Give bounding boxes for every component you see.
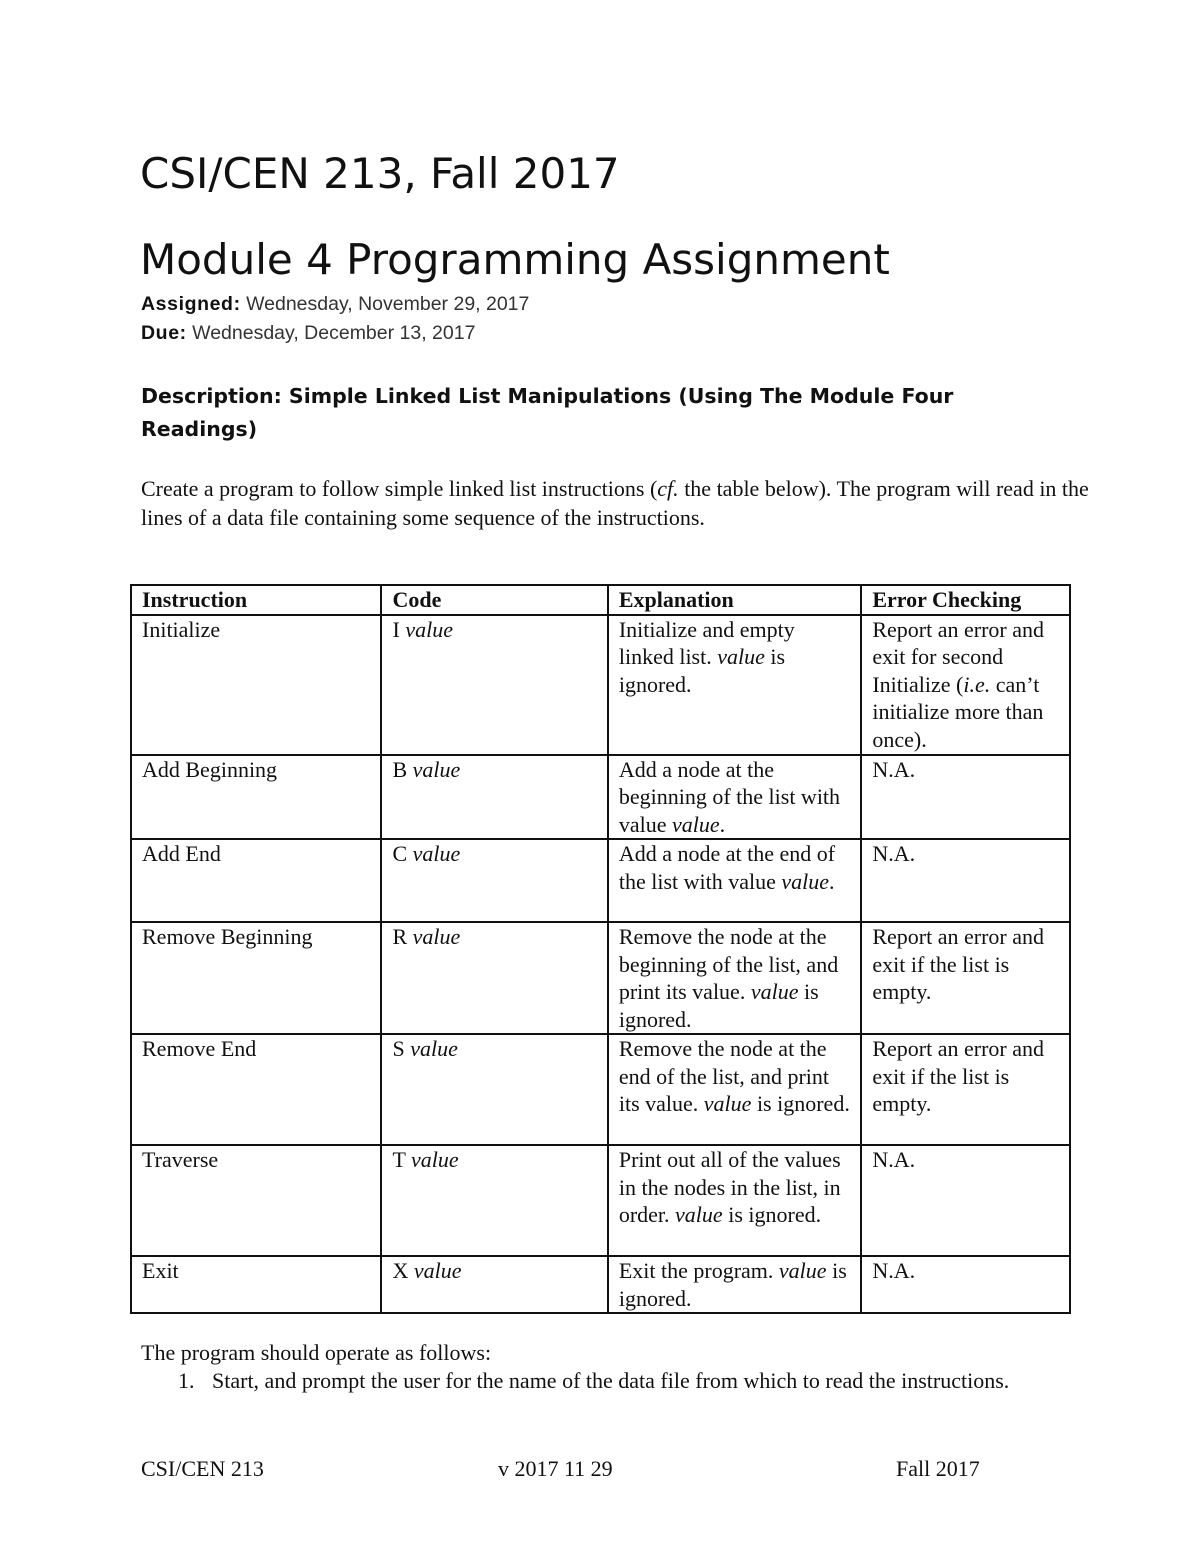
explanation-value: value xyxy=(675,1202,723,1227)
code-value: value xyxy=(410,1036,458,1061)
explanation-value: value xyxy=(778,1258,827,1283)
footer-center: v 2017 11 29 xyxy=(498,1456,613,1481)
instruction-cell: Initialize xyxy=(131,615,381,755)
error-ie: i.e. xyxy=(963,671,991,697)
error-text-end: can’t initialize more than once). xyxy=(872,671,1044,752)
explanation-text: Print out all of the values in the nodes in the list, in order. xyxy=(618,1147,841,1227)
code-cell xyxy=(381,922,607,1034)
explanation-text-end: is ignored. xyxy=(618,644,786,697)
table-row xyxy=(131,922,1070,1034)
footer-right: Fall 2017 xyxy=(896,1456,980,1481)
explanation-text: Add a node at the end of the list with value xyxy=(618,841,836,894)
step-text: Start, and prompt the user for the name of the data file from which to read the instructions. xyxy=(212,1368,1010,1393)
explanation-text-end: is ignored. xyxy=(618,979,819,1032)
explanation-value: value xyxy=(703,1091,752,1116)
due-line xyxy=(141,322,475,345)
explanation-value: value xyxy=(672,811,720,837)
explanation-cell xyxy=(608,755,862,840)
code-value: value xyxy=(413,1258,462,1283)
code-letter: S xyxy=(392,1036,405,1061)
explanation-cell xyxy=(608,1256,862,1313)
assigned-label: Assigned: xyxy=(141,293,241,315)
explanation-cell xyxy=(608,1145,862,1256)
instruction-cell: Exit xyxy=(131,1256,381,1313)
explanation-cell xyxy=(608,839,862,922)
operation-intro: The program should operate as follows: xyxy=(141,1340,492,1365)
explanation-text-end: . xyxy=(829,868,835,894)
explanation-value: value xyxy=(717,644,765,669)
code-value: value xyxy=(405,616,453,642)
intro-text-1: Create a program to follow simple linked list instructions ( xyxy=(141,476,658,501)
course-title: CSI/CEN 213, Fall 2017 xyxy=(140,149,620,198)
error-text: Report an error and exit for second Initialize ( xyxy=(872,616,1045,697)
table-row xyxy=(131,1034,1070,1145)
explanation-text-end: is ignored. xyxy=(722,1202,822,1227)
code-letter: R xyxy=(392,924,408,949)
header-explanation: Explanation xyxy=(608,585,862,615)
code-cell xyxy=(381,615,607,755)
error-cell: N.A. xyxy=(861,839,1070,922)
code-letter: C xyxy=(392,841,408,866)
intro-cf: cf. xyxy=(657,476,679,501)
assigned-date: Wednesday, November 29, 2017 xyxy=(246,293,530,315)
header-instruction: Instruction xyxy=(131,585,381,615)
error-cell: Report an error and exit if the list is empty. xyxy=(861,1034,1070,1145)
code-cell xyxy=(381,755,607,840)
code-value: value xyxy=(411,1147,459,1172)
header-code: Code xyxy=(381,585,607,615)
code-cell xyxy=(381,1034,607,1145)
instruction-cell: Traverse xyxy=(131,1145,381,1256)
error-cell: N.A. xyxy=(861,755,1070,840)
explanation-cell xyxy=(608,1034,862,1145)
due-label: Due: xyxy=(141,322,187,344)
code-value: value xyxy=(412,924,461,949)
code-cell xyxy=(381,1145,607,1256)
code-letter: B xyxy=(392,756,408,782)
code-value: value xyxy=(412,841,461,866)
explanation-text: Remove the node at the end of the list, and print its value. xyxy=(618,1036,830,1116)
error-cell: N.A. xyxy=(861,1145,1070,1256)
table-row xyxy=(131,755,1070,840)
code-cell xyxy=(381,839,607,922)
explanation-text-end: is ignored. xyxy=(751,1091,850,1116)
error-cell xyxy=(861,615,1070,755)
explanation-text-end: is ignored. xyxy=(618,1258,847,1311)
code-letter: I xyxy=(392,616,400,642)
explanation-text: Initialize and empty linked list. xyxy=(618,616,795,669)
footer-left: CSI/CEN 213 xyxy=(141,1456,264,1481)
description-heading: Description: Simple Linked List Manipulations (Using The Module Four Readings) xyxy=(141,384,954,441)
due-date: Wednesday, December 13, 2017 xyxy=(192,322,476,344)
explanation-text-end: . xyxy=(719,811,726,837)
instruction-cell: Remove End xyxy=(131,1034,381,1145)
explanation-value: value xyxy=(781,868,830,894)
assigned-line xyxy=(141,293,529,316)
explanation-cell xyxy=(608,615,862,755)
table-row xyxy=(131,615,1070,755)
header-error-checking: Error Checking xyxy=(861,585,1070,615)
explanation-value: value xyxy=(750,979,799,1004)
error-cell: Report an error and exit if the list is empty. xyxy=(861,922,1070,1034)
intro-text-2: the table below). The program will read in the lines of a data file containing some sequence of the instructions. xyxy=(141,476,1089,530)
instruction-cell: Add Beginning xyxy=(131,755,381,840)
table-header-row xyxy=(131,585,1070,615)
explanation-text: Add a node at the beginning of the list with value xyxy=(618,756,841,837)
code-letter: T xyxy=(392,1147,406,1172)
code-value: value xyxy=(412,756,461,782)
instruction-cell: Add End xyxy=(131,839,381,922)
code-cell xyxy=(381,1256,607,1313)
error-cell: N.A. xyxy=(861,1256,1070,1313)
step-number: 1. xyxy=(178,1368,195,1393)
instruction-cell: Remove Beginning xyxy=(131,922,381,1034)
table-row xyxy=(131,1256,1070,1313)
description-intro xyxy=(141,474,1091,532)
instruction-table xyxy=(130,584,1071,1314)
explanation-cell xyxy=(608,922,862,1034)
table-row xyxy=(131,1145,1070,1256)
table-row xyxy=(131,839,1070,922)
assignment-title: Module 4 Programming Assignment xyxy=(140,235,890,284)
explanation-text: Exit the program. xyxy=(618,1258,779,1283)
explanation-text: Remove the node at the beginning of the list, and print its value. xyxy=(618,924,839,1004)
code-letter: X xyxy=(392,1258,409,1283)
